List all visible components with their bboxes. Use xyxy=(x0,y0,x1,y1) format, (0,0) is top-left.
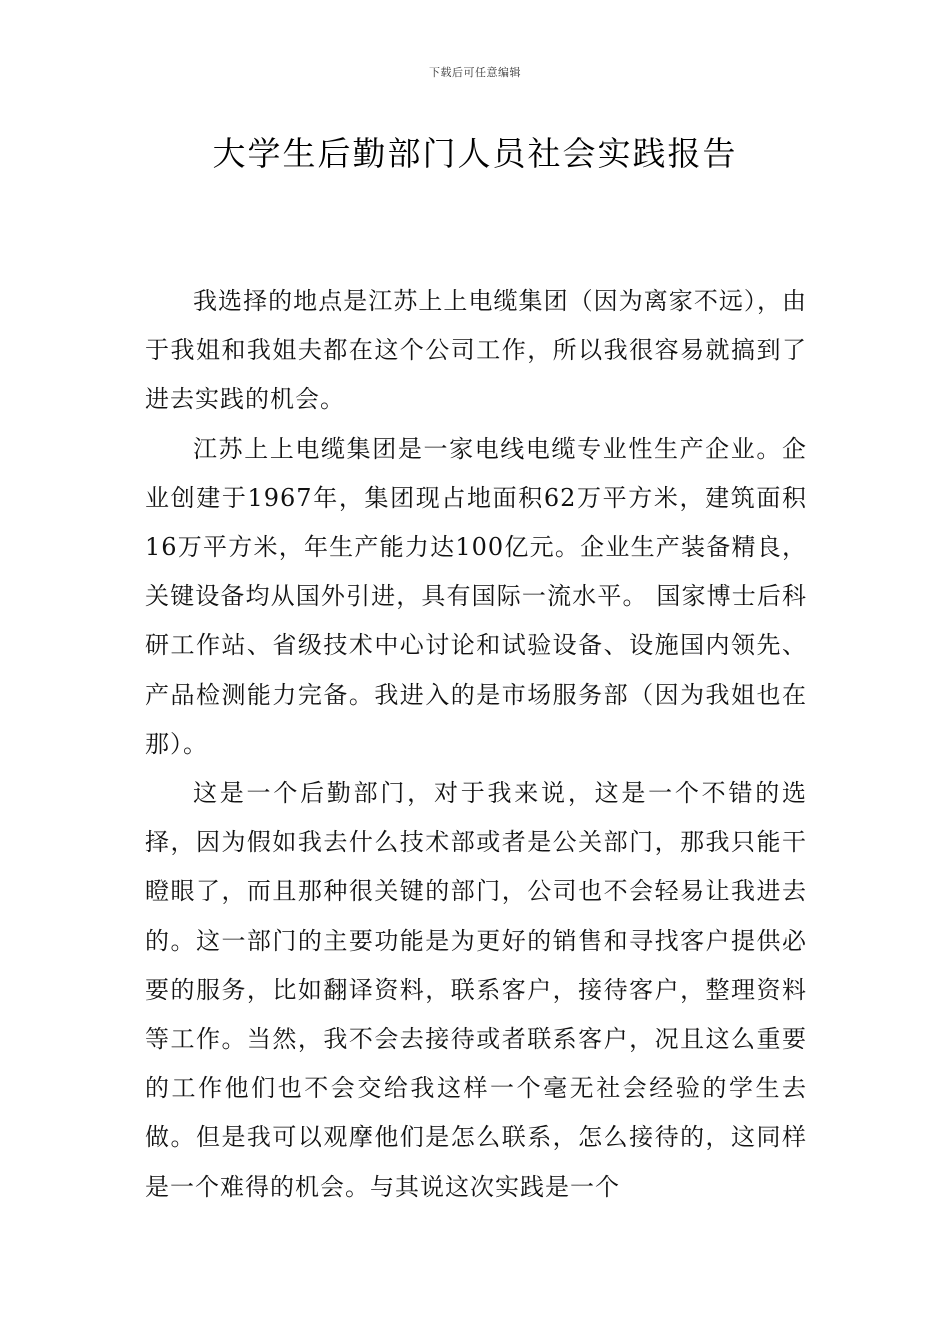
paragraph-1: 我选择的地点是江苏上上电缆集团（因为离家不远），由于我姐和我姐夫都在这个公司工作，所以我很容易就搞到了进去实践的机会。 xyxy=(145,287,807,414)
paragraph-3: 这是一个后勤部门，对于我来说，这是一个不错的选择，因为假如我去什么技术部或者是公关部门，那我只能干瞪眼了，而且那种很关键的部门，公司也不会轻易让我进去的。这一部门的主要功能是为更好的销售和寻找客户提供必要的服务，比如翻译资料，联系客户，接待客户，整理资料等工作。当然，我不会去接待或者联系客户，况且这么重要的工作他们也不会交给我这样一个毫无社会经验的学生去做。但是我可以观摩他们是怎么联系，怎么接待的，这同样是一个难得的机会。与其说这次实践是一个 xyxy=(145,779,807,1201)
document-body xyxy=(145,277,807,1212)
document-title: 大学生后勤部门人员社会实践报告 xyxy=(212,134,738,173)
paragraph-2: 江苏上上电缆集团是一家电线电缆专业性生产企业。企业创建于1967年，集团现占地面积62万平方米，建筑面积16万平方米，年生产能力达100亿元。企业生产装备精良，关键设备均从国外引进，具有国际一流水平。 国家博士后科研工作站、省级技术中心讨论和试验设备、设施国内领先、产品检测能力完备。我进入的是市场服务部（因为我姐也在那）。 xyxy=(145,434,807,758)
header-note: 下载后可任意编辑 xyxy=(429,66,521,79)
